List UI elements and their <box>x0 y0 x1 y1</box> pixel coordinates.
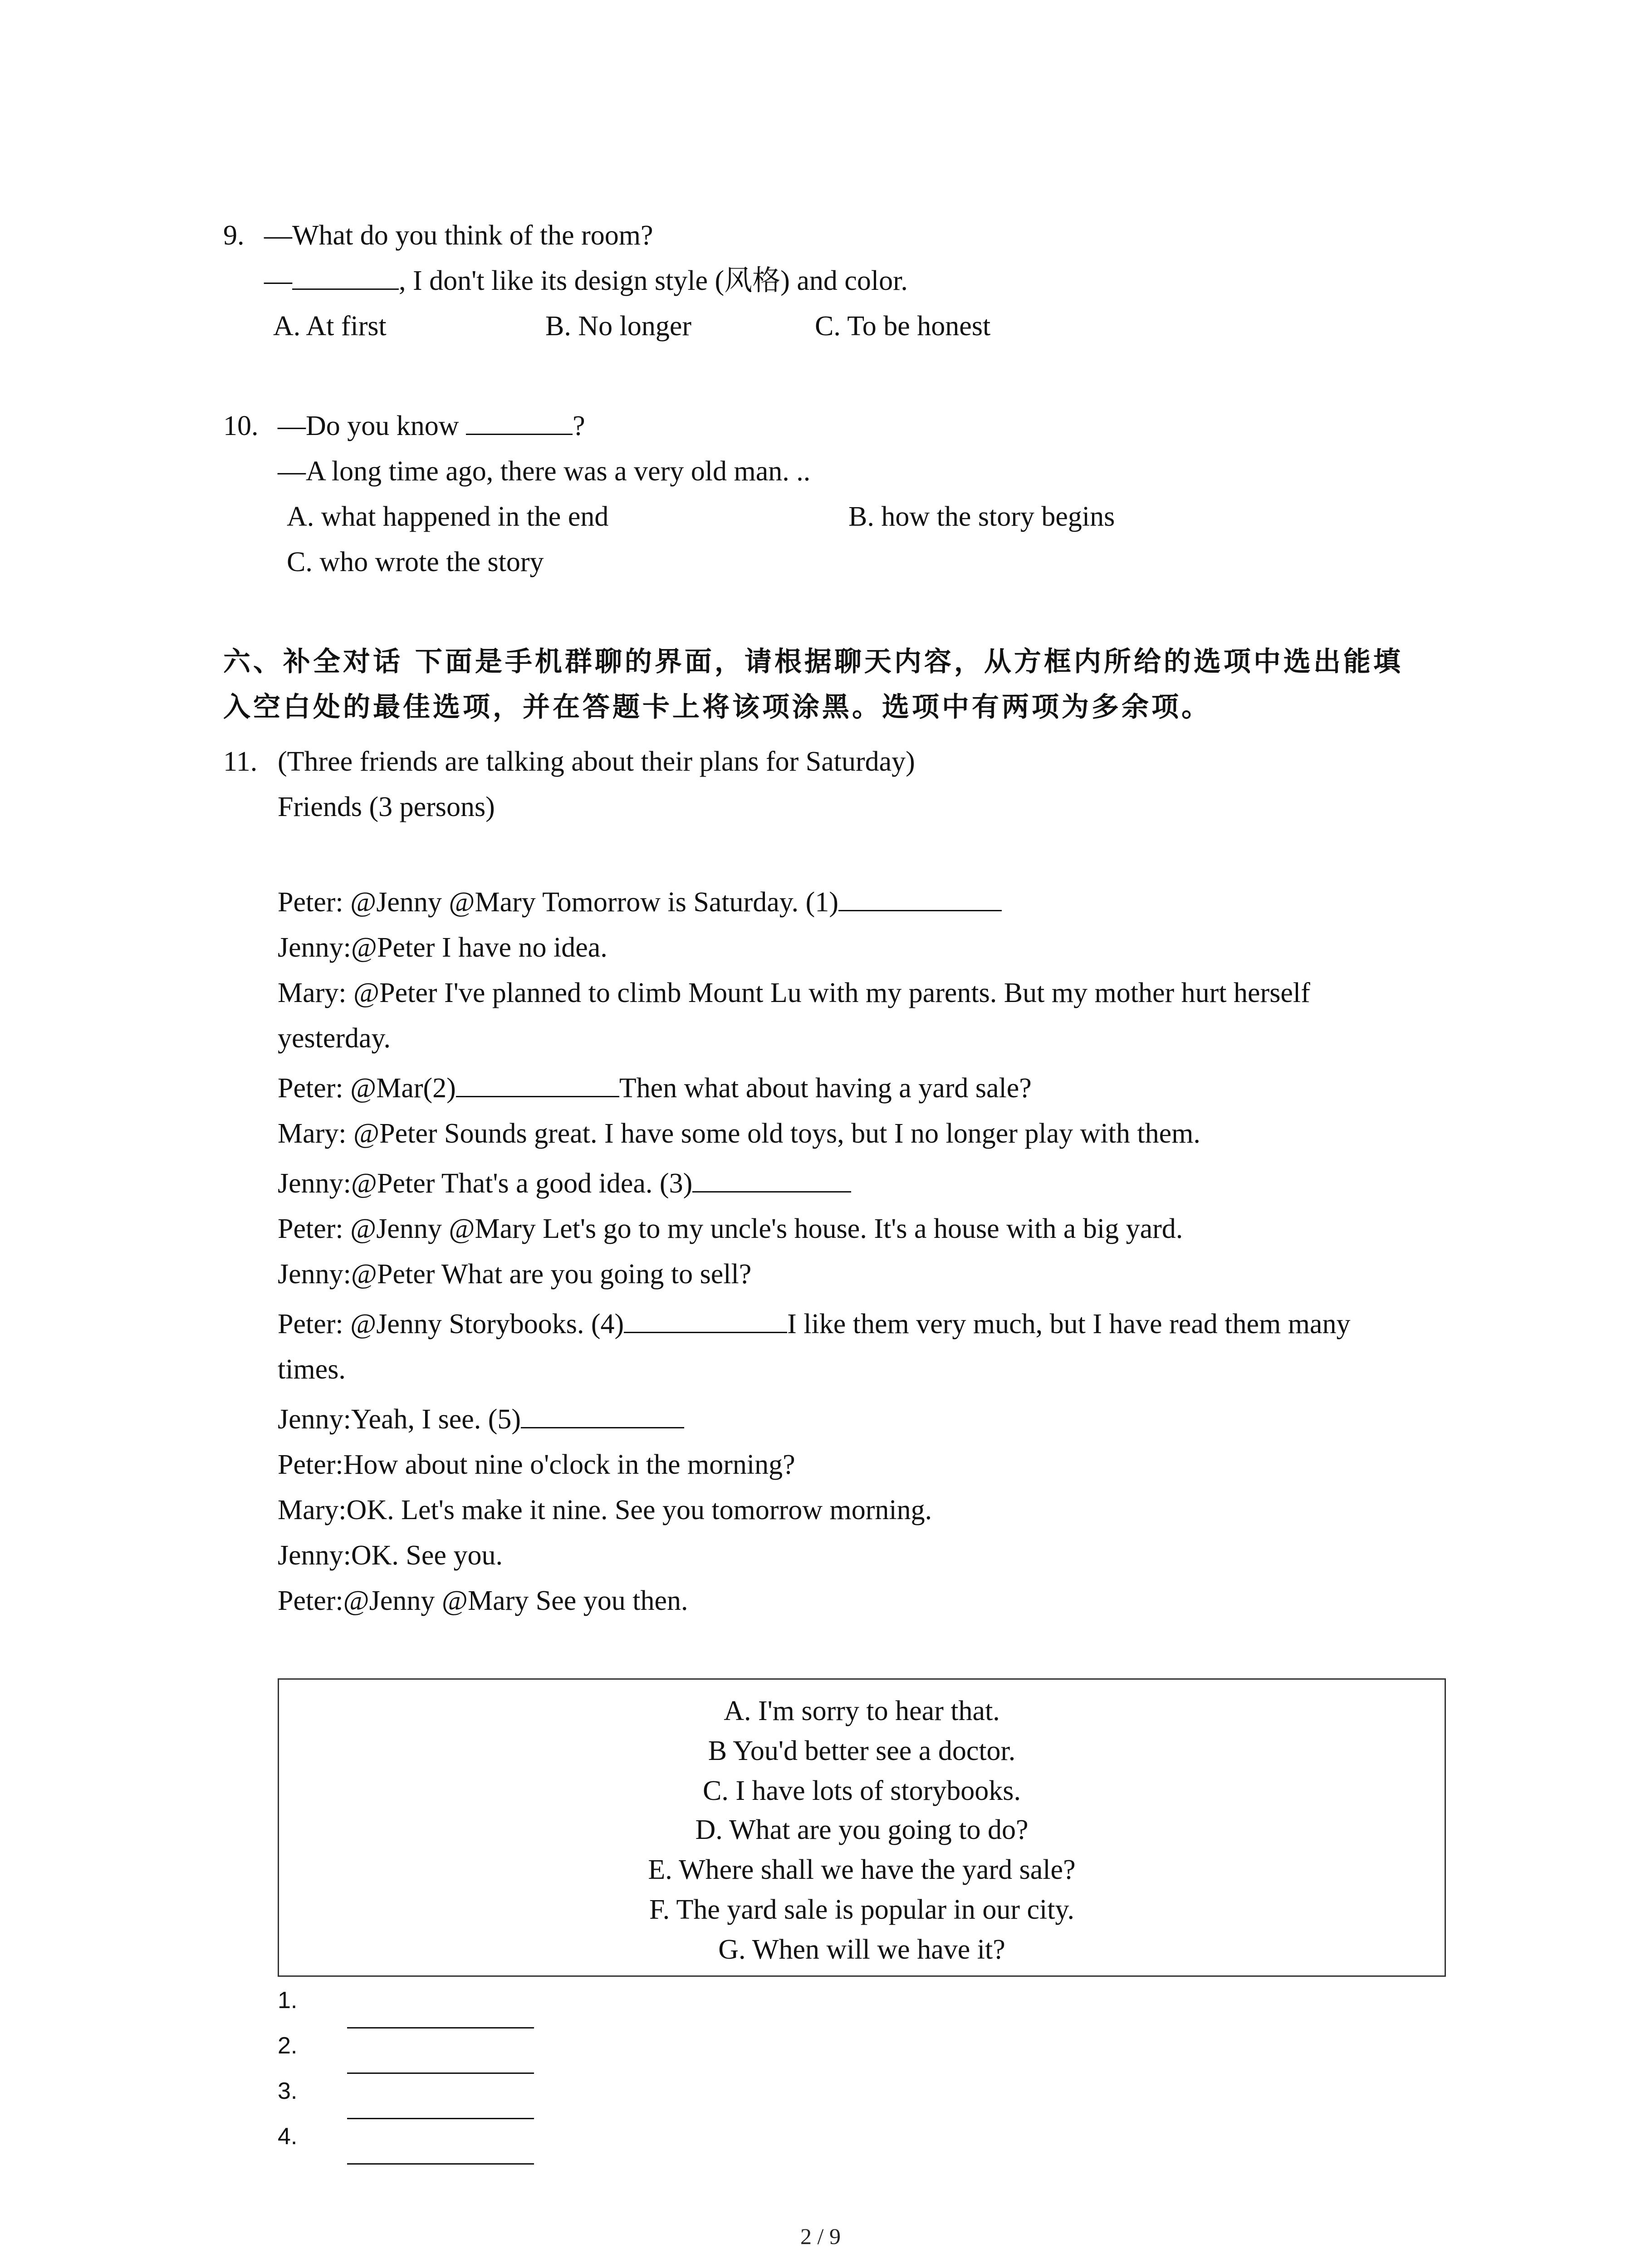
dialogue-text: Peter: @Mar(2) <box>278 1073 456 1104</box>
q9-option-c: C. To be honest <box>815 311 991 342</box>
dialogue-line-1 <box>278 885 1002 919</box>
answer-number-4: 4. <box>278 2123 298 2150</box>
dialogue-text: Peter: @Jenny Storybooks. (4) <box>278 1309 624 1339</box>
q10-stem <box>278 409 585 443</box>
q9-option-b: B. No longer <box>545 311 692 342</box>
q9-blank <box>292 265 399 290</box>
q10-option-b: B. how the story begins <box>848 501 1115 532</box>
dialogue-blank-5 <box>521 1403 684 1428</box>
section6-instruction-line1: 六、补全对话 下面是手机群聊的界面，请根据聊天内容，从方框内所给的选项中选出能填 <box>223 646 1403 678</box>
q9-number: 9. <box>223 220 245 251</box>
dialogue-blank-3 <box>692 1168 851 1193</box>
q11-intro: (Three friends are talking about their plans for Saturday) <box>278 746 915 777</box>
answer-number-1: 1. <box>278 1987 298 2014</box>
q10-stem-end: ? <box>573 411 585 441</box>
dialogue-text-after: Then what about having a yard sale? <box>619 1073 1032 1104</box>
dialogue-text: Jenny:Yeah, I see. (5) <box>278 1404 521 1435</box>
answer-line-4[interactable] <box>347 2163 534 2165</box>
q11-number: 11. <box>223 746 258 777</box>
answer-number-3: 3. <box>278 2078 298 2104</box>
dialogue-text: Jenny:@Peter That's a good idea. (3) <box>278 1168 693 1199</box>
q9-reply-dash: — <box>264 265 292 296</box>
dialogue-blank-4 <box>624 1308 787 1333</box>
dialogue-text-after: I like them very much, but I have read them many <box>787 1309 1351 1339</box>
box-option-a: A. I'm sorry to hear that. <box>724 1696 1000 1726</box>
q9-reply <box>264 264 908 298</box>
box-option-b: B You'd better see a doctor. <box>708 1735 1016 1766</box>
q10-option-a: A. what happened in the end <box>287 501 609 532</box>
box-option-g: G. When will we have it? <box>718 1934 1005 1965</box>
dialogue-blank-2 <box>456 1072 619 1097</box>
dialogue-line-2: Jenny:@Peter I have no idea. <box>278 932 607 963</box>
dialogue-line-8: Peter: @Jenny @Mary Let's go to my uncle's house. It's a house with a big yard. <box>278 1213 1183 1244</box>
dialogue-line-13: Peter:How about nine o'clock in the morning? <box>278 1449 795 1480</box>
q10-reply: —A long time ago, there was a very old man. .. <box>278 456 811 487</box>
answer-line-2[interactable] <box>347 2072 534 2074</box>
dialogue-line-14: Mary:OK. Let's make it nine. See you tomorrow morning. <box>278 1495 932 1525</box>
box-option-f: F. The yard sale is popular in our city. <box>649 1894 1074 1925</box>
page-number: 2 / 9 <box>800 2224 841 2249</box>
q11-group-title: Friends (3 persons) <box>278 792 495 822</box>
q9-reply-text: , I don't like its design style (风格) and color. <box>399 265 908 296</box>
box-option-e: E. Where shall we have the yard sale? <box>648 1854 1076 1885</box>
q10-option-c: C. who wrote the story <box>287 547 544 577</box>
dialogue-line-7 <box>278 1167 851 1200</box>
dialogue-line-3: Mary: @Peter I've planned to climb Mount Lu with my parents. But my mother hurt herself <box>278 978 1310 1008</box>
q10-stem-text: —Do you know <box>278 411 459 441</box>
dialogue-line-11: times. <box>278 1354 346 1385</box>
dialogue-blank-1 <box>838 886 1002 911</box>
dialogue-line-12 <box>278 1403 684 1436</box>
dialogue-line-5 <box>278 1071 1032 1105</box>
dialogue-line-4: yesterday. <box>278 1023 391 1054</box>
answer-line-1[interactable] <box>347 2027 534 2028</box>
answer-line-3[interactable] <box>347 2117 534 2119</box>
box-option-d: D. What are you going to do? <box>695 1814 1029 1845</box>
answer-number-2: 2. <box>278 2033 298 2059</box>
options-box <box>278 1678 1446 1977</box>
q10-number: 10. <box>223 411 259 441</box>
dialogue-line-6: Mary: @Peter Sounds great. I have some old toys, but I no longer play with them. <box>278 1118 1200 1149</box>
dialogue-text: Peter: @Jenny @Mary Tomorrow is Saturday. (1) <box>278 887 838 918</box>
box-option-c: C. I have lots of storybooks. <box>703 1775 1021 1806</box>
section6-instruction-line2: 入空白处的最佳选项，并在答题卡上将该项涂黑。选项中有两项为多余项。 <box>223 691 1211 723</box>
q9-stem: —What do you think of the room? <box>264 220 653 251</box>
dialogue-line-9: Jenny:@Peter What are you going to sell? <box>278 1259 752 1290</box>
dialogue-line-15: Jenny:OK. See you. <box>278 1540 503 1571</box>
q9-option-a: A. At first <box>273 311 387 342</box>
q10-blank <box>466 410 573 435</box>
dialogue-line-16: Peter:@Jenny @Mary See you then. <box>278 1585 688 1616</box>
dialogue-line-10 <box>278 1307 1350 1341</box>
